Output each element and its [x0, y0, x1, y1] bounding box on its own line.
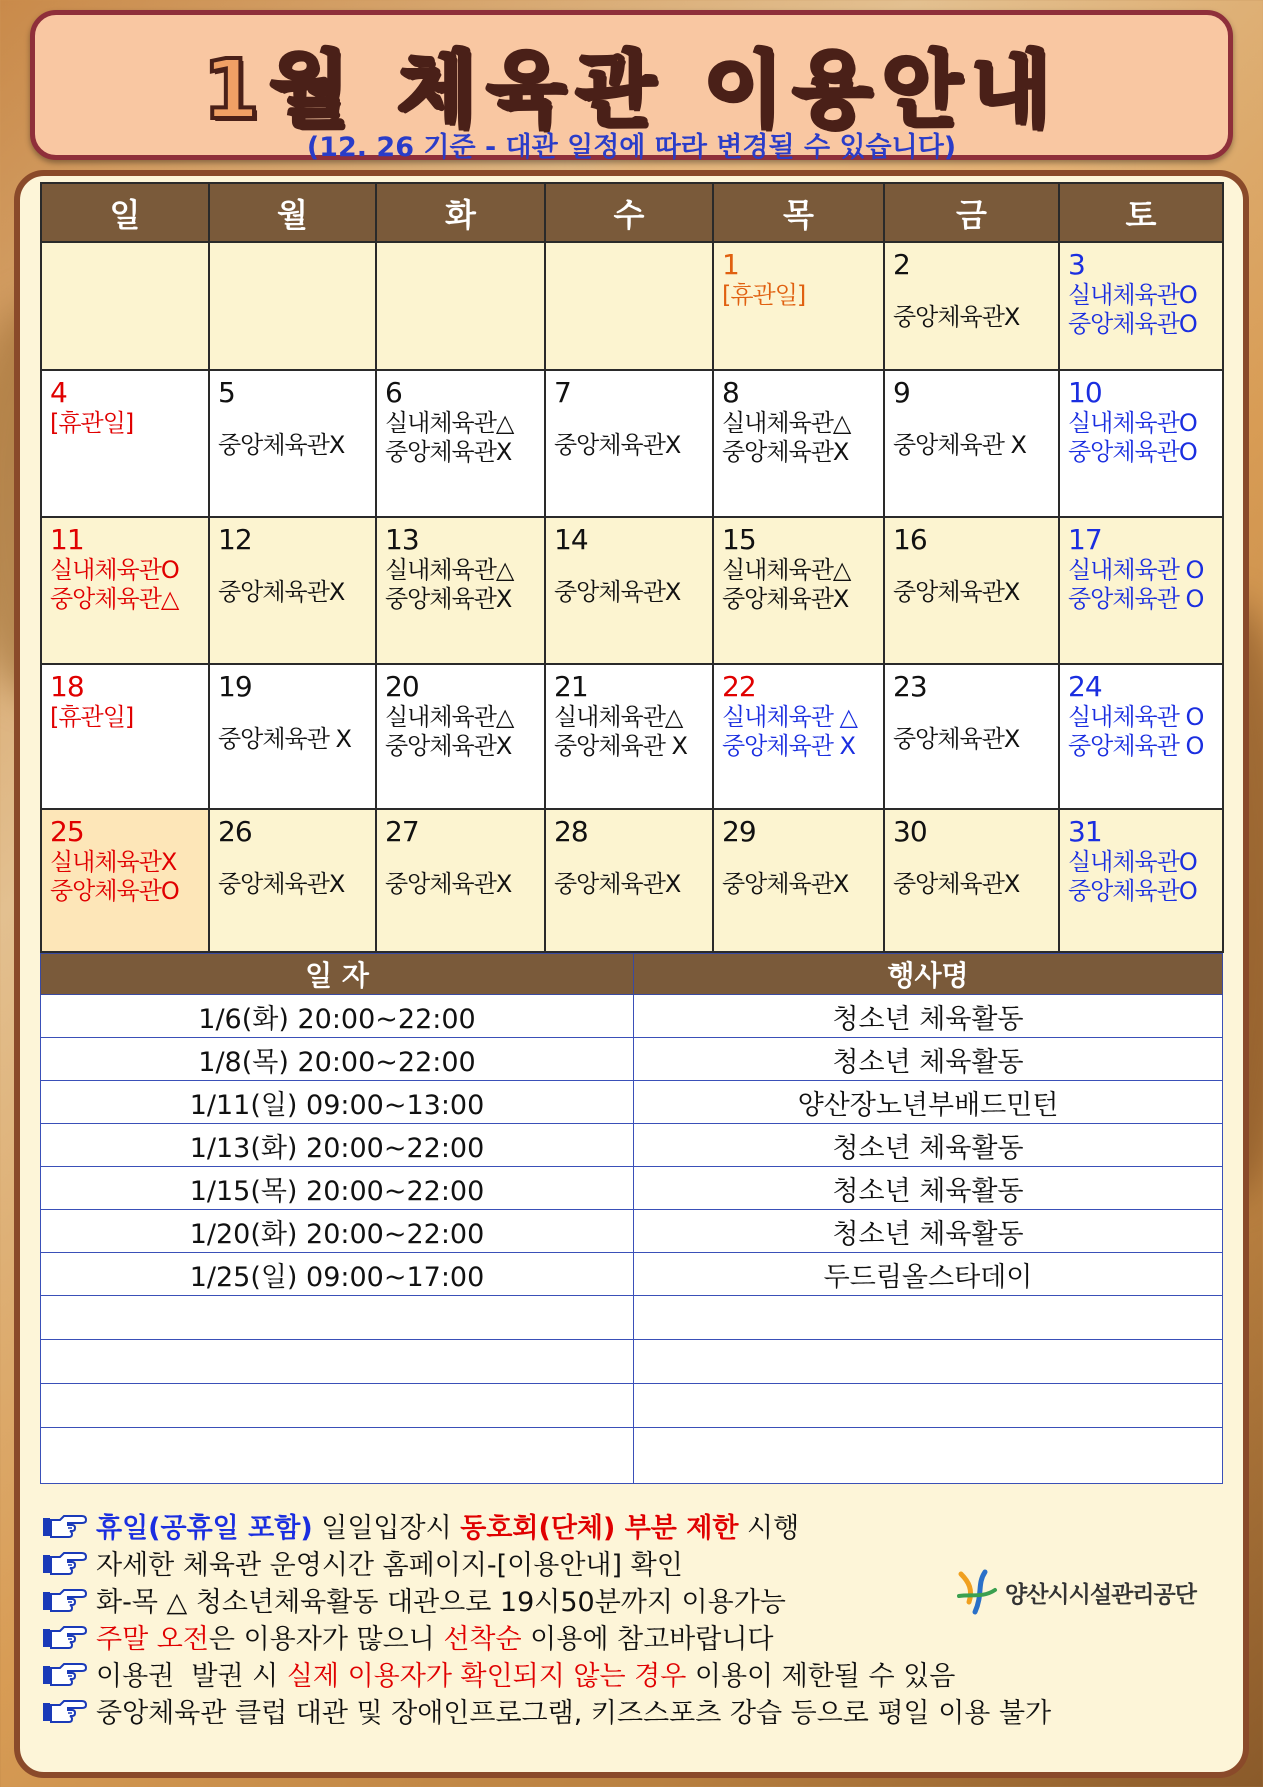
calendar-week — [41, 517, 1223, 664]
gym-status: 중앙체육관X — [893, 870, 1020, 898]
note-text: 이용에 참고바랍니다 — [521, 1624, 774, 1655]
note-item — [42, 1507, 1142, 1544]
gym-status: 중앙체육관X — [722, 870, 849, 898]
note-item — [42, 1655, 1142, 1692]
day-number: 16 — [893, 523, 927, 556]
day-number: 6 — [385, 376, 402, 409]
gym-status: 중앙체육관O — [1068, 310, 1197, 338]
gym-status: 중앙체육관X — [218, 870, 345, 898]
day-number: 17 — [1068, 523, 1102, 556]
day-number: 24 — [1068, 670, 1102, 703]
gym-status: 실내체육관△ — [385, 556, 514, 584]
gym-status: 중앙체육관O — [50, 877, 179, 905]
events-table — [40, 953, 1223, 1484]
event-name: 양산장노년부배드민턴 — [634, 1081, 1223, 1124]
calendar-cell — [41, 370, 209, 517]
closed-label: [휴관일] — [722, 281, 806, 309]
gym-status: 중앙체육관 X — [893, 431, 1026, 459]
gym-status: 중앙체육관X — [385, 732, 512, 760]
event-name — [634, 1384, 1223, 1428]
event-name — [634, 1296, 1223, 1340]
gym-status: 중앙체육관 X — [722, 732, 855, 760]
weekday-tue: 화 — [376, 183, 545, 242]
note-text: 선착순 — [443, 1624, 522, 1655]
calendar-cell — [1059, 664, 1223, 809]
day-number: 4 — [50, 376, 67, 409]
event-date: 1/8(목) 20:00~22:00 — [41, 1038, 634, 1081]
calendar-cell — [713, 809, 884, 952]
weekday-sun: 일 — [41, 183, 209, 242]
day-number: 26 — [218, 815, 252, 848]
calendar-cell — [884, 370, 1059, 517]
org-name: 양산시시설관리공단 — [1005, 1581, 1196, 1608]
day-number: 11 — [50, 523, 84, 556]
calendar-cell — [884, 664, 1059, 809]
day-number: 8 — [722, 376, 739, 409]
pointing-hand-icon — [42, 1623, 88, 1651]
calendar-cell — [713, 370, 884, 517]
note-text: 화-목 △ 청소년체육활동 대관으로 19시50분까지 이용가능 — [96, 1587, 786, 1618]
gym-status: 실내체육관O — [1068, 409, 1197, 437]
calendar-cell-empty — [209, 242, 376, 370]
calendar-cell — [41, 664, 209, 809]
calendar-cell — [884, 517, 1059, 664]
calendar-cell — [41, 809, 209, 952]
day-number: 1 — [722, 248, 739, 281]
events-header-name: 행사명 — [634, 954, 1223, 995]
note-text: 이용이 제한될 수 있음 — [686, 1661, 956, 1692]
note-item — [42, 1618, 1142, 1655]
gym-status: 중앙체육관X — [218, 431, 345, 459]
calendar-cell — [41, 517, 209, 664]
calendar-cell — [545, 809, 713, 952]
calendar-cell — [209, 809, 376, 952]
day-number: 30 — [893, 815, 927, 848]
day-number: 21 — [554, 670, 588, 703]
gym-status: 중앙체육관 X — [554, 732, 687, 760]
calendar-cell — [545, 517, 713, 664]
day-number: 18 — [50, 670, 84, 703]
gym-status: 중앙체육관X — [554, 578, 681, 606]
note-text: 실제 이용자가 확인되지 않는 경우 — [286, 1661, 687, 1692]
pointing-hand-icon — [42, 1586, 88, 1614]
note-text: 시행 — [738, 1513, 800, 1544]
gym-status: 중앙체육관X — [893, 303, 1020, 331]
event-row-empty — [41, 1296, 1223, 1340]
day-number: 20 — [385, 670, 419, 703]
day-number: 22 — [722, 670, 756, 703]
calendar-cell — [376, 809, 545, 952]
calendar-cell-empty — [376, 242, 545, 370]
pointing-hand-icon — [42, 1512, 88, 1540]
pointing-hand-icon — [42, 1549, 88, 1577]
calendar-cell — [1059, 370, 1223, 517]
event-date: 1/20(화) 20:00~22:00 — [41, 1210, 634, 1253]
event-date: 1/6(화) 20:00~22:00 — [41, 995, 634, 1038]
gym-status: 중앙체육관 X — [218, 725, 351, 753]
gym-status: 중앙체육관 O — [1068, 732, 1204, 760]
pointing-hand-icon — [42, 1660, 88, 1688]
calendar-cell-empty — [41, 242, 209, 370]
day-number: 10 — [1068, 376, 1102, 409]
day-number: 13 — [385, 523, 419, 556]
calendar-week — [41, 664, 1223, 809]
org-logo — [955, 1568, 1196, 1616]
calendar-cell — [376, 370, 545, 517]
gym-status: 실내체육관 O — [1068, 703, 1204, 731]
events-header-row — [41, 954, 1223, 995]
note-text: 동호회(단체) 부분 제한 — [460, 1513, 739, 1544]
gym-status: 실내체육관△ — [722, 409, 851, 437]
day-number: 31 — [1068, 815, 1102, 848]
note-text: 중앙체육관 클럽 대관 및 장애인프로그램, 키즈스포츠 강습 등으로 평일 이용 불가 — [96, 1698, 1052, 1729]
weekday-wed: 수 — [545, 183, 713, 242]
gym-status: 중앙체육관O — [1068, 877, 1197, 905]
events-header-date: 일 자 — [41, 954, 634, 995]
calendar-week — [41, 242, 1223, 370]
note-text: 이용권 발권 시 — [96, 1661, 287, 1692]
event-row-empty — [41, 1428, 1223, 1484]
day-number: 29 — [722, 815, 756, 848]
event-row — [41, 995, 1223, 1038]
gym-status: 중앙체육관△ — [50, 585, 179, 613]
closed-label: [휴관일] — [50, 703, 134, 731]
gym-status: 실내체육관O — [50, 556, 179, 584]
gym-status: 실내체육관 O — [1068, 556, 1204, 584]
event-date: 1/13(화) 20:00~22:00 — [41, 1124, 634, 1167]
event-name: 청소년 체육활동 — [634, 1210, 1223, 1253]
event-name — [634, 1428, 1223, 1484]
calendar-cell — [209, 664, 376, 809]
calendar-cell-empty — [545, 242, 713, 370]
event-row — [41, 1167, 1223, 1210]
note-text: 휴일(공휴일 포함) — [96, 1513, 313, 1544]
note-text: 은 이용자가 많으니 — [208, 1624, 444, 1655]
day-number: 3 — [1068, 248, 1085, 281]
calendar-cell — [545, 370, 713, 517]
day-number: 28 — [554, 815, 588, 848]
gym-status: 실내체육관 △ — [722, 703, 858, 731]
event-date — [41, 1340, 634, 1384]
calendar-week — [41, 370, 1223, 517]
gym-status: 실내체육관△ — [385, 409, 514, 437]
day-number: 9 — [893, 376, 910, 409]
event-row — [41, 1124, 1223, 1167]
event-date: 1/25(일) 09:00~17:00 — [41, 1253, 634, 1296]
page-subtitle: (12. 26 기준 - 대관 일정에 따라 변경될 수 있습니다) — [306, 132, 957, 163]
gym-status: 실내체육관O — [1068, 281, 1197, 309]
day-number: 2 — [893, 248, 910, 281]
event-date: 1/11(일) 09:00~13:00 — [41, 1081, 634, 1124]
event-name: 청소년 체육활동 — [634, 1124, 1223, 1167]
weekday-mon: 월 — [209, 183, 376, 242]
event-name — [634, 1340, 1223, 1384]
event-name: 청소년 체육활동 — [634, 995, 1223, 1038]
event-date — [41, 1384, 634, 1428]
day-number: 19 — [218, 670, 252, 703]
event-row-empty — [41, 1340, 1223, 1384]
calendar-week — [41, 809, 1223, 952]
gym-status: 중앙체육관X — [893, 725, 1020, 753]
day-number: 7 — [554, 376, 571, 409]
calendar-cell — [884, 242, 1059, 370]
closed-label: [휴관일] — [50, 409, 134, 437]
calendar-cell — [713, 664, 884, 809]
calendar-header-row — [41, 183, 1223, 242]
day-number: 5 — [218, 376, 235, 409]
note-text: 자세한 체육관 운영시간 홈페이지-[이용안내] 확인 — [96, 1550, 683, 1581]
gym-status: 중앙체육관X — [893, 578, 1020, 606]
gym-status: 중앙체육관X — [218, 578, 345, 606]
calendar-cell — [376, 664, 545, 809]
calendar-cell — [545, 664, 713, 809]
weekday-sat: 토 — [1059, 183, 1223, 242]
day-number: 23 — [893, 670, 927, 703]
calendar-cell — [884, 809, 1059, 952]
note-text: 일일입장시 — [312, 1513, 461, 1544]
calendar-cell — [209, 370, 376, 517]
event-row-empty — [41, 1384, 1223, 1428]
page-title: 1월 체육관 이용안내 — [202, 43, 1061, 138]
note-text: 주말 오전 — [96, 1624, 209, 1655]
pointing-hand-icon — [42, 1697, 88, 1725]
weekday-fri: 금 — [884, 183, 1059, 242]
day-number: 14 — [554, 523, 588, 556]
gym-status: 실내체육관△ — [554, 703, 683, 731]
title-banner — [30, 10, 1233, 163]
calendar-cell — [713, 242, 884, 370]
gym-status: 중앙체육관O — [1068, 438, 1197, 466]
event-date — [41, 1296, 634, 1340]
gym-status: 중앙체육관X — [385, 870, 512, 898]
gym-status: 실내체육관X — [50, 848, 177, 876]
event-date: 1/15(목) 20:00~22:00 — [41, 1167, 634, 1210]
day-number: 12 — [218, 523, 252, 556]
gym-status: 중앙체육관X — [554, 431, 681, 459]
event-row — [41, 1210, 1223, 1253]
calendar-cell — [1059, 517, 1223, 664]
event-name: 두드림올스타데이 — [634, 1253, 1223, 1296]
weekday-thu: 목 — [713, 183, 884, 242]
yangsan-logo-icon — [955, 1568, 999, 1616]
event-row — [41, 1253, 1223, 1296]
day-number: 25 — [50, 815, 84, 848]
gym-status: 중앙체육관X — [722, 585, 849, 613]
calendar-cell — [209, 517, 376, 664]
calendar-cell — [1059, 809, 1223, 952]
event-row — [41, 1081, 1223, 1124]
calendar-table — [40, 182, 1224, 953]
gym-status: 중앙체육관X — [385, 585, 512, 613]
event-name: 청소년 체육활동 — [634, 1038, 1223, 1081]
gym-status: 실내체육관△ — [722, 556, 851, 584]
calendar-cell — [1059, 242, 1223, 370]
day-number: 27 — [385, 815, 419, 848]
event-name: 청소년 체육활동 — [634, 1167, 1223, 1210]
day-number: 15 — [722, 523, 756, 556]
note-item — [42, 1692, 1142, 1729]
calendar-cell — [713, 517, 884, 664]
calendar-cell — [376, 517, 545, 664]
gym-status: 실내체육관△ — [385, 703, 514, 731]
gym-status: 중앙체육관X — [554, 870, 681, 898]
gym-status: 실내체육관O — [1068, 848, 1197, 876]
gym-status: 중앙체육관X — [385, 438, 512, 466]
notes-list — [42, 1507, 1142, 1729]
gym-status: 중앙체육관X — [722, 438, 849, 466]
gym-status: 중앙체육관 O — [1068, 585, 1204, 613]
event-row — [41, 1038, 1223, 1081]
event-date — [41, 1428, 634, 1484]
